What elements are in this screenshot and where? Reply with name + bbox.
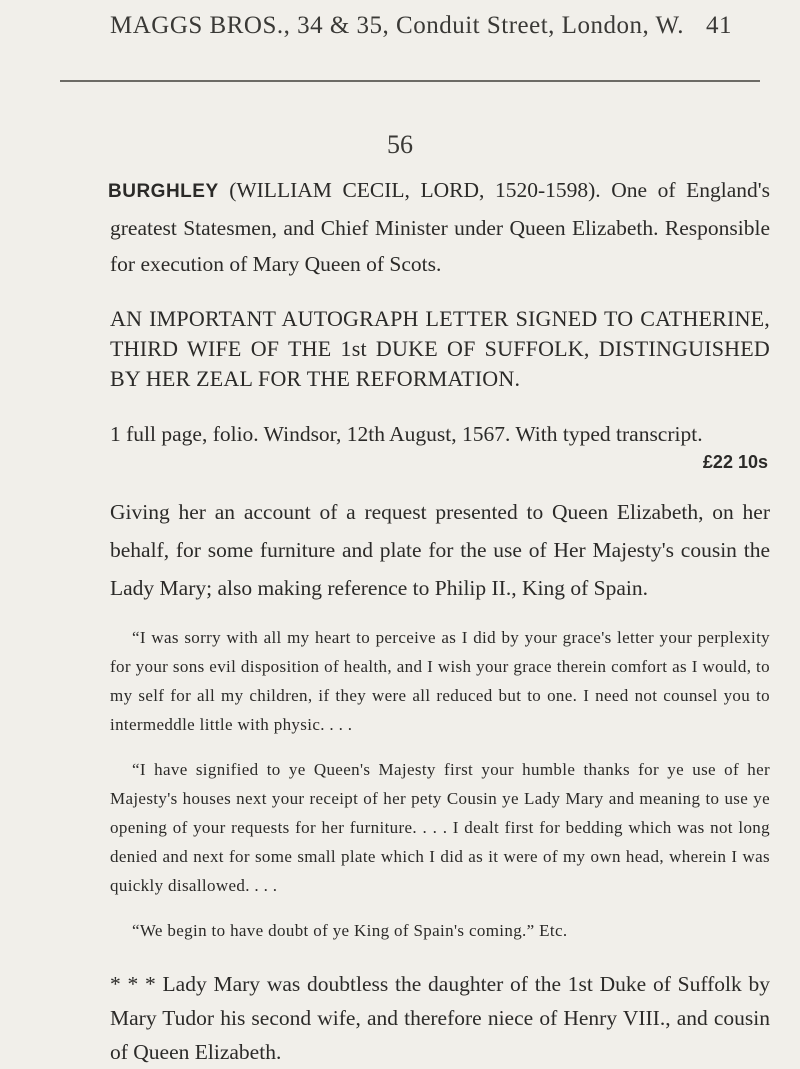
lot-number: 56	[387, 130, 413, 159]
letter-quote: “We begin to have doubt of ye King of Spain's coming.” Etc.	[132, 921, 568, 940]
editorial-note: * * * Lady Mary was doubtless the daughter of the 1st Duke of Suffolk by Mary Tudor his second wife, and therefore niece of Henry VIII., and cousin of Queen Elizabeth.	[110, 972, 770, 1064]
price: £22 10s	[702, 452, 768, 472]
letter-quote: “I was sorry with all my heart to perceive as I did by your grace's letter your perplexity for your sons evil disposition of health, and I wish your grace therein comfort as I would, to my self for all my children, if they were all reduced but to one. I need not counsel you to intermeddle little with physic. . . .	[110, 628, 770, 734]
entry-title: AN IMPORTANT AUTOGRAPH LETTER SIGNED TO CATHERINE, THIRD WIFE OF THE 1st DUKE OF SUFFOLK, DISTINGUISHED BY HER ZEAL FOR THE REFORMATION.	[110, 306, 770, 391]
letter-quote: “I have signified to ye Queen's Majesty first your humble thanks for ye use of her Majesty's houses next your receipt of her pety Cousin ye Lady Mary and meaning to use ye opening of your requests for her furniture. . . . I dealt first for bedding which was not long denied and next for some small plate which I did as it were of my own head, wherein I was quickly disallowed. . . .	[110, 760, 770, 895]
entry-heading	[110, 172, 770, 282]
lot-entry	[110, 172, 770, 1069]
header-divider	[60, 80, 760, 82]
page-number: 41	[706, 12, 732, 39]
item-description: 1 full page, folio. Windsor, 12th August, 1567. With typed transcript.	[110, 422, 703, 446]
entry-intro: (WILLIAM CECIL, LORD, 1520-1598). One of England's greatest Statesmen, and Chief Minister under Queen Elizabeth. Responsible for execution of Mary Queen of Scots.	[110, 178, 770, 276]
letter-summary: Giving her an account of a request presented to Queen Elizabeth, on her behalf, for some furniture and plate for the use of Her Majesty's cousin the Lady Mary; also making reference to Philip II., King of Spain.	[110, 500, 770, 600]
entry-name: BURGHLEY	[108, 181, 219, 202]
header-title: MAGGS BROS., 34 & 35, Conduit Street, London, W.	[110, 12, 685, 39]
page-header	[110, 8, 760, 48]
